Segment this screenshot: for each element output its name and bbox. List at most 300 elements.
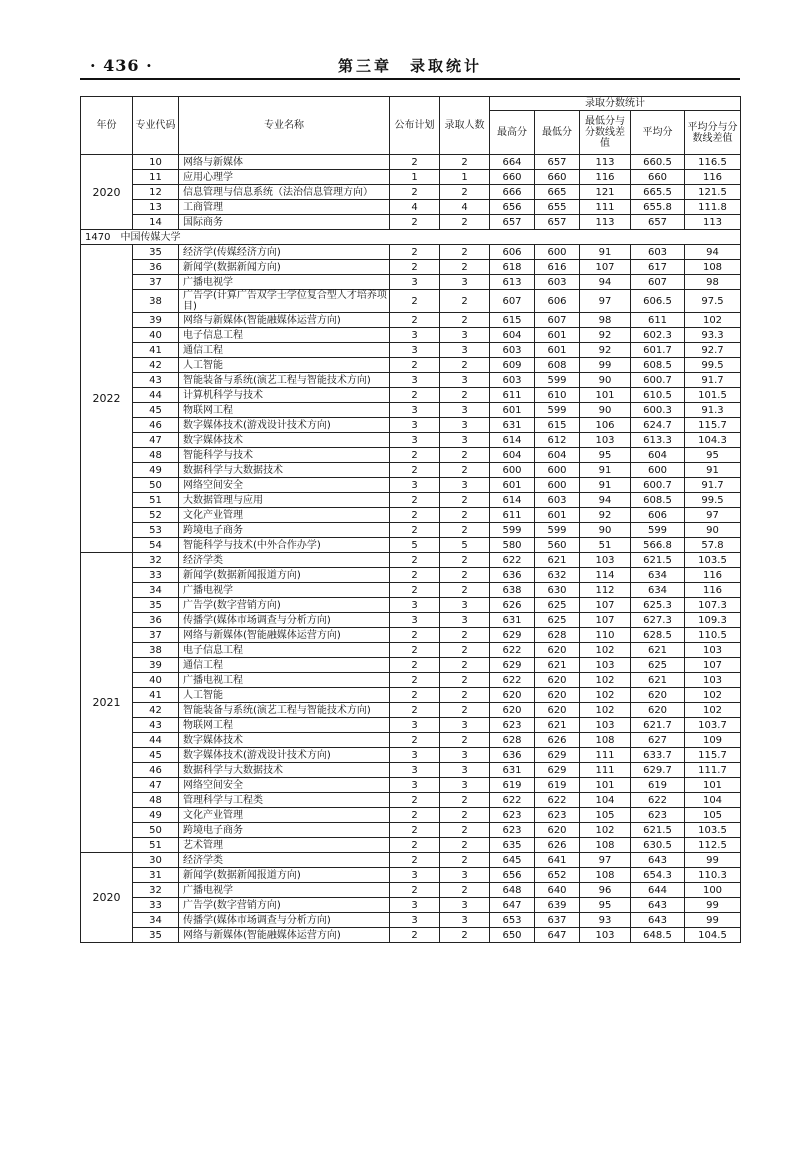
max-cell: 648 <box>490 883 535 898</box>
admitted-cell: 2 <box>440 628 490 643</box>
year-cell: 2022 <box>81 245 133 553</box>
table-row <box>81 838 741 853</box>
code-cell: 50 <box>133 478 179 493</box>
code-cell: 44 <box>133 388 179 403</box>
admitted-cell: 2 <box>440 688 490 703</box>
table-row <box>81 448 741 463</box>
code-cell: 38 <box>133 643 179 658</box>
avg-diff-cell: 111.7 <box>685 763 741 778</box>
max-cell: 613 <box>490 275 535 290</box>
avg-diff-cell: 99 <box>685 913 741 928</box>
avg-cell: 629.7 <box>631 763 685 778</box>
plan-cell: 3 <box>390 373 440 388</box>
plan-cell: 2 <box>390 838 440 853</box>
name-cell: 文化产业管理 <box>179 508 390 523</box>
name-cell: 通信工程 <box>179 343 390 358</box>
max-cell: 623 <box>490 823 535 838</box>
min-cell: 600 <box>535 463 580 478</box>
header-plan: 公布计划 <box>390 97 440 155</box>
avg-diff-cell: 103 <box>685 673 741 688</box>
admitted-cell: 4 <box>440 200 490 215</box>
admitted-cell: 2 <box>440 928 490 943</box>
min-diff-cell: 90 <box>580 373 631 388</box>
name-cell: 电子信息工程 <box>179 643 390 658</box>
plan-cell: 2 <box>390 823 440 838</box>
max-cell: 657 <box>490 215 535 230</box>
avg-cell: 622 <box>631 793 685 808</box>
min-diff-cell: 111 <box>580 763 631 778</box>
min-diff-cell: 103 <box>580 718 631 733</box>
plan-cell: 2 <box>390 215 440 230</box>
code-cell: 11 <box>133 170 179 185</box>
max-cell: 618 <box>490 260 535 275</box>
plan-cell: 4 <box>390 200 440 215</box>
table-body <box>81 155 741 943</box>
plan-cell: 2 <box>390 808 440 823</box>
min-diff-cell: 111 <box>580 748 631 763</box>
avg-cell: 621 <box>631 673 685 688</box>
code-cell: 41 <box>133 688 179 703</box>
avg-cell: 599 <box>631 523 685 538</box>
name-cell: 电子信息工程 <box>179 328 390 343</box>
table-row <box>81 598 741 613</box>
name-cell: 智能科学与技术(中外合作办学) <box>179 538 390 553</box>
admitted-cell: 3 <box>440 763 490 778</box>
admitted-cell: 2 <box>440 508 490 523</box>
admitted-cell: 3 <box>440 613 490 628</box>
admission-score-table <box>80 96 741 943</box>
code-cell: 44 <box>133 733 179 748</box>
avg-diff-cell: 99.5 <box>685 493 741 508</box>
admitted-cell: 2 <box>440 290 490 313</box>
name-cell: 数据科学与大数据技术 <box>179 463 390 478</box>
min-diff-cell: 101 <box>580 778 631 793</box>
avg-cell: 617 <box>631 260 685 275</box>
plan-cell: 3 <box>390 778 440 793</box>
min-cell: 620 <box>535 823 580 838</box>
avg-cell: 613.3 <box>631 433 685 448</box>
avg-cell: 621.5 <box>631 823 685 838</box>
min-cell: 621 <box>535 553 580 568</box>
avg-cell: 606.5 <box>631 290 685 313</box>
max-cell: 615 <box>490 313 535 328</box>
name-cell: 智能装备与系统(演艺工程与智能技术方向) <box>179 703 390 718</box>
max-cell: 603 <box>490 373 535 388</box>
plan-cell: 3 <box>390 403 440 418</box>
code-cell: 47 <box>133 433 179 448</box>
code-cell: 35 <box>133 598 179 613</box>
code-cell: 49 <box>133 463 179 478</box>
max-cell: 611 <box>490 388 535 403</box>
name-cell: 智能装备与系统(演艺工程与智能技术方向) <box>179 373 390 388</box>
plan-cell: 2 <box>390 523 440 538</box>
plan-cell: 2 <box>390 463 440 478</box>
avg-diff-cell: 94 <box>685 245 741 260</box>
min-diff-cell: 91 <box>580 245 631 260</box>
max-cell: 629 <box>490 658 535 673</box>
avg-cell: 610.5 <box>631 388 685 403</box>
name-cell: 网络与新媒体 <box>179 155 390 170</box>
plan-cell: 2 <box>390 313 440 328</box>
min-cell: 628 <box>535 628 580 643</box>
school-name: 1470 中国传媒大学 <box>81 230 741 245</box>
avg-cell: 623 <box>631 808 685 823</box>
name-cell: 国际商务 <box>179 215 390 230</box>
min-diff-cell: 111 <box>580 200 631 215</box>
table-row <box>81 823 741 838</box>
min-cell: 647 <box>535 928 580 943</box>
name-cell: 人工智能 <box>179 358 390 373</box>
table-row <box>81 883 741 898</box>
plan-cell: 2 <box>390 658 440 673</box>
max-cell: 580 <box>490 538 535 553</box>
max-cell: 626 <box>490 598 535 613</box>
max-cell: 606 <box>490 245 535 260</box>
admitted-cell: 2 <box>440 643 490 658</box>
avg-diff-cell: 91.3 <box>685 403 741 418</box>
min-cell: 640 <box>535 883 580 898</box>
table-row <box>81 748 741 763</box>
table-row <box>81 868 741 883</box>
admitted-cell: 2 <box>440 493 490 508</box>
avg-diff-cell: 109 <box>685 733 741 748</box>
avg-cell: 566.8 <box>631 538 685 553</box>
avg-diff-cell: 99 <box>685 853 741 868</box>
max-cell: 645 <box>490 853 535 868</box>
code-cell: 49 <box>133 808 179 823</box>
max-cell: 599 <box>490 523 535 538</box>
min-cell: 629 <box>535 748 580 763</box>
plan-cell: 3 <box>390 898 440 913</box>
table-row <box>81 155 741 170</box>
code-cell: 51 <box>133 493 179 508</box>
avg-cell: 630.5 <box>631 838 685 853</box>
avg-diff-cell: 102 <box>685 688 741 703</box>
table-row <box>81 763 741 778</box>
avg-diff-cell: 110.5 <box>685 628 741 643</box>
max-cell: 636 <box>490 748 535 763</box>
name-cell: 新闻学(数据新闻方向) <box>179 260 390 275</box>
min-diff-cell: 98 <box>580 313 631 328</box>
avg-diff-cell: 109.3 <box>685 613 741 628</box>
name-cell: 传播学(媒体市场调查与分析方向) <box>179 613 390 628</box>
max-cell: 609 <box>490 358 535 373</box>
name-cell: 经济学类 <box>179 553 390 568</box>
name-cell: 新闻学(数据新闻报道方向) <box>179 868 390 883</box>
name-cell: 新闻学(数据新闻报道方向) <box>179 568 390 583</box>
table-row <box>81 733 741 748</box>
admitted-cell: 2 <box>440 853 490 868</box>
table-row <box>81 568 741 583</box>
admitted-cell: 2 <box>440 463 490 478</box>
max-cell: 600 <box>490 463 535 478</box>
avg-cell: 654.3 <box>631 868 685 883</box>
max-cell: 656 <box>490 200 535 215</box>
admitted-cell: 2 <box>440 388 490 403</box>
avg-cell: 600.7 <box>631 478 685 493</box>
avg-cell: 644 <box>631 883 685 898</box>
code-cell: 12 <box>133 185 179 200</box>
min-cell: 599 <box>535 523 580 538</box>
max-cell: 664 <box>490 155 535 170</box>
max-cell: 638 <box>490 583 535 598</box>
plan-cell: 2 <box>390 628 440 643</box>
min-diff-cell: 95 <box>580 898 631 913</box>
min-cell: 620 <box>535 688 580 703</box>
min-diff-cell: 91 <box>580 478 631 493</box>
avg-cell: 600 <box>631 463 685 478</box>
name-cell: 信息管理与信息系统（法治信息管理方向） <box>179 185 390 200</box>
avg-cell: 619 <box>631 778 685 793</box>
min-diff-cell: 105 <box>580 808 631 823</box>
year-cell: 2020 <box>81 155 133 230</box>
name-cell: 智能科学与技术 <box>179 448 390 463</box>
avg-diff-cell: 91 <box>685 463 741 478</box>
name-cell: 网络空间安全 <box>179 478 390 493</box>
table-row <box>81 853 741 868</box>
plan-cell: 2 <box>390 553 440 568</box>
table-row <box>81 613 741 628</box>
avg-cell: 660.5 <box>631 155 685 170</box>
avg-diff-cell: 115.7 <box>685 748 741 763</box>
admitted-cell: 3 <box>440 868 490 883</box>
min-cell: 560 <box>535 538 580 553</box>
header-major-name: 专业名称 <box>179 97 390 155</box>
admitted-cell: 3 <box>440 403 490 418</box>
plan-cell: 3 <box>390 718 440 733</box>
table-row <box>81 793 741 808</box>
plan-cell: 3 <box>390 418 440 433</box>
name-cell: 广告学(数字营销方向) <box>179 598 390 613</box>
min-cell: 632 <box>535 568 580 583</box>
code-cell: 36 <box>133 260 179 275</box>
min-diff-cell: 107 <box>580 613 631 628</box>
admitted-cell: 3 <box>440 373 490 388</box>
min-cell: 606 <box>535 290 580 313</box>
min-diff-cell: 108 <box>580 733 631 748</box>
table-row <box>81 403 741 418</box>
code-cell: 45 <box>133 748 179 763</box>
name-cell: 广播电视学 <box>179 583 390 598</box>
min-cell: 623 <box>535 808 580 823</box>
max-cell: 631 <box>490 763 535 778</box>
min-cell: 607 <box>535 313 580 328</box>
admitted-cell: 5 <box>440 538 490 553</box>
min-diff-cell: 94 <box>580 493 631 508</box>
plan-cell: 2 <box>390 448 440 463</box>
max-cell: 620 <box>490 703 535 718</box>
code-cell: 34 <box>133 583 179 598</box>
admitted-cell: 3 <box>440 433 490 448</box>
admitted-cell: 2 <box>440 553 490 568</box>
avg-cell: 634 <box>631 568 685 583</box>
admitted-cell: 2 <box>440 155 490 170</box>
min-diff-cell: 95 <box>580 448 631 463</box>
min-cell: 620 <box>535 673 580 688</box>
avg-cell: 600.7 <box>631 373 685 388</box>
name-cell: 经济学(传媒经济方向) <box>179 245 390 260</box>
code-cell: 47 <box>133 778 179 793</box>
avg-diff-cell: 93.3 <box>685 328 741 343</box>
plan-cell: 2 <box>390 673 440 688</box>
min-diff-cell: 112 <box>580 583 631 598</box>
plan-cell: 2 <box>390 358 440 373</box>
avg-cell: 655.8 <box>631 200 685 215</box>
admitted-cell: 3 <box>440 343 490 358</box>
code-cell: 37 <box>133 275 179 290</box>
min-diff-cell: 101 <box>580 388 631 403</box>
header-min-score: 最低分 <box>535 111 580 155</box>
avg-cell: 625 <box>631 658 685 673</box>
plan-cell: 3 <box>390 478 440 493</box>
min-diff-cell: 91 <box>580 463 631 478</box>
min-cell: 620 <box>535 643 580 658</box>
admitted-cell: 2 <box>440 823 490 838</box>
avg-diff-cell: 108 <box>685 260 741 275</box>
avg-diff-cell: 121.5 <box>685 185 741 200</box>
admitted-cell: 3 <box>440 328 490 343</box>
table-row <box>81 718 741 733</box>
min-diff-cell: 103 <box>580 433 631 448</box>
min-diff-cell: 92 <box>580 508 631 523</box>
min-diff-cell: 113 <box>580 155 631 170</box>
min-cell: 600 <box>535 478 580 493</box>
table-row <box>81 628 741 643</box>
min-diff-cell: 104 <box>580 793 631 808</box>
min-diff-cell: 107 <box>580 260 631 275</box>
table-row <box>81 538 741 553</box>
name-cell: 数字媒体技术(游戏设计技术方向) <box>179 748 390 763</box>
admitted-cell: 2 <box>440 245 490 260</box>
plan-cell: 2 <box>390 185 440 200</box>
avg-diff-cell: 102 <box>685 703 741 718</box>
avg-cell: 601.7 <box>631 343 685 358</box>
plan-cell: 2 <box>390 245 440 260</box>
min-diff-cell: 121 <box>580 185 631 200</box>
table-row <box>81 493 741 508</box>
plan-cell: 2 <box>390 508 440 523</box>
plan-cell: 1 <box>390 170 440 185</box>
avg-cell: 634 <box>631 583 685 598</box>
name-cell: 网络与新媒体(智能融媒体运营方向) <box>179 313 390 328</box>
admitted-cell: 2 <box>440 733 490 748</box>
table-row <box>81 328 741 343</box>
min-diff-cell: 51 <box>580 538 631 553</box>
plan-cell: 2 <box>390 643 440 658</box>
max-cell: 622 <box>490 643 535 658</box>
avg-cell: 600.3 <box>631 403 685 418</box>
min-diff-cell: 102 <box>580 703 631 718</box>
name-cell: 大数据管理与应用 <box>179 493 390 508</box>
plan-cell: 3 <box>390 763 440 778</box>
avg-cell: 628.5 <box>631 628 685 643</box>
name-cell: 传播学(媒体市场调查与分析方向) <box>179 913 390 928</box>
table-row <box>81 185 741 200</box>
table-row <box>81 463 741 478</box>
avg-cell: 633.7 <box>631 748 685 763</box>
table-row <box>81 808 741 823</box>
name-cell: 广播电视工程 <box>179 673 390 688</box>
name-cell: 物联网工程 <box>179 718 390 733</box>
table-row <box>81 170 741 185</box>
header-avg-score: 平均分 <box>631 111 685 155</box>
name-cell: 数字媒体技术 <box>179 433 390 448</box>
admitted-cell: 2 <box>440 673 490 688</box>
code-cell: 38 <box>133 290 179 313</box>
min-cell: 601 <box>535 343 580 358</box>
admitted-cell: 2 <box>440 883 490 898</box>
avg-diff-cell: 111.8 <box>685 200 741 215</box>
max-cell: 653 <box>490 913 535 928</box>
min-cell: 626 <box>535 733 580 748</box>
max-cell: 631 <box>490 613 535 628</box>
plan-cell: 3 <box>390 748 440 763</box>
name-cell: 跨境电子商务 <box>179 523 390 538</box>
plan-cell: 2 <box>390 688 440 703</box>
min-diff-cell: 102 <box>580 643 631 658</box>
header-score-group: 录取分数统计 <box>490 97 741 111</box>
plan-cell: 2 <box>390 793 440 808</box>
plan-cell: 3 <box>390 868 440 883</box>
table-row <box>81 275 741 290</box>
max-cell: 660 <box>490 170 535 185</box>
code-cell: 37 <box>133 628 179 643</box>
admitted-cell: 2 <box>440 260 490 275</box>
table-row <box>81 643 741 658</box>
avg-cell: 624.7 <box>631 418 685 433</box>
plan-cell: 3 <box>390 613 440 628</box>
admitted-cell: 2 <box>440 703 490 718</box>
avg-diff-cell: 105 <box>685 808 741 823</box>
min-diff-cell: 92 <box>580 343 631 358</box>
min-diff-cell: 102 <box>580 673 631 688</box>
max-cell: 647 <box>490 898 535 913</box>
avg-diff-cell: 116 <box>685 583 741 598</box>
table-row <box>81 523 741 538</box>
name-cell: 应用心理学 <box>179 170 390 185</box>
code-cell: 35 <box>133 928 179 943</box>
chapter-title: 第三章 录取统计 <box>337 57 482 75</box>
min-diff-cell: 90 <box>580 523 631 538</box>
avg-diff-cell: 99.5 <box>685 358 741 373</box>
avg-diff-cell: 104.5 <box>685 928 741 943</box>
max-cell: 603 <box>490 343 535 358</box>
min-diff-cell: 90 <box>580 403 631 418</box>
avg-cell: 604 <box>631 448 685 463</box>
min-cell: 601 <box>535 328 580 343</box>
avg-cell: 602.3 <box>631 328 685 343</box>
name-cell: 数字媒体技术(游戏设计技术方向) <box>179 418 390 433</box>
name-cell: 工商管理 <box>179 200 390 215</box>
max-cell: 635 <box>490 838 535 853</box>
table-row <box>81 260 741 275</box>
code-cell: 31 <box>133 868 179 883</box>
avg-diff-cell: 103.5 <box>685 553 741 568</box>
min-diff-cell: 97 <box>580 853 631 868</box>
min-diff-cell: 107 <box>580 598 631 613</box>
name-cell: 网络空间安全 <box>179 778 390 793</box>
min-cell: 652 <box>535 868 580 883</box>
code-cell: 39 <box>133 313 179 328</box>
code-cell: 40 <box>133 328 179 343</box>
avg-diff-cell: 116 <box>685 568 741 583</box>
avg-diff-cell: 115.7 <box>685 418 741 433</box>
max-cell: 604 <box>490 448 535 463</box>
code-cell: 42 <box>133 358 179 373</box>
avg-diff-cell: 104.3 <box>685 433 741 448</box>
name-cell: 计算机科学与技术 <box>179 388 390 403</box>
avg-diff-cell: 97 <box>685 508 741 523</box>
